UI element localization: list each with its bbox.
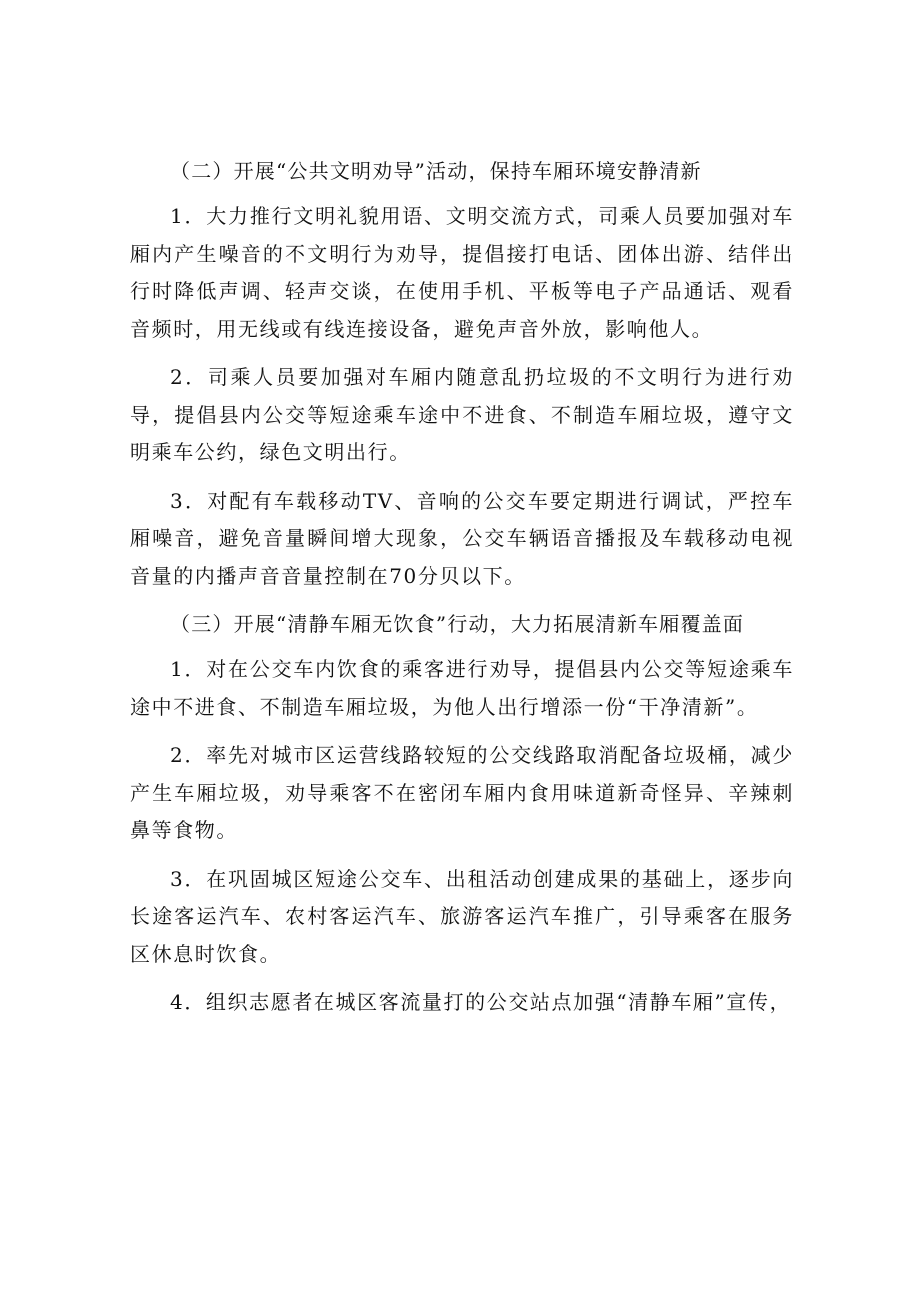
paragraph-3-1: 1．对在公交车内饮食的乘客进行劝导，提倡县内公交等短途乘车途中不进食、不制造车厢垃圾，为他人出行增添一份“干净清新”。 xyxy=(130,657,794,719)
section-heading-3: （三）开展“清静车厢无饮食”行动，大力拓展清新车厢覆盖面 xyxy=(170,612,745,636)
paragraph-2-1: 1．大力推行文明礼貌用语、文明交流方式，司乘人员要加强对车厢内产生噪音的不文明行为劝导，提倡接打电话、团体出游、结伴出行时降低声调、轻声交谈，在使用手机、平板等电子产品通话、观看音频时，用无线或有线连接设备，避免声音外放，影响他人。 xyxy=(130,204,794,341)
paragraph-3-3: 3．在巩固城区短途公交车、出租活动创建成果的基础上，逐步向长途客运汽车、农村客运汽车、旅游客运汽车推广，引导乘客在服务区休息时饮食。 xyxy=(130,866,794,966)
document-body xyxy=(130,153,794,1022)
section-heading-2: （二）开展“公共文明劝导”活动，保持车厢环境安静清新 xyxy=(170,159,702,183)
paragraph-3-4: 4．组织志愿者在城区客流量打的公交站点加强“清静车厢”宣传， xyxy=(170,990,792,1014)
paragraph-2-2: 2．司乘人员要加强对车厢内随意乱扔垃圾的不文明行为进行劝导，提倡县内公交等短途乘车途中不进食、不制造车厢垃圾，遵守文明乘车公约，绿色文明出行。 xyxy=(130,365,794,464)
paragraph-3-2: 2．率先对城市区运营线路较短的公交线路取消配备垃圾桶，减少产生车厢垃圾，劝导乘客不在密闭车厢内食用味道新奇怪异、辛辣刺鼻等食物。 xyxy=(130,743,794,842)
paragraph-2-3: 3．对配有车载移动TV、音响的公交车要定期进行调试，严控车厢噪音，避免音量瞬间增大现象，公交车辆语音播报及车载移动电视音量的内播声音音量控制在70分贝以下。 xyxy=(130,488,794,588)
